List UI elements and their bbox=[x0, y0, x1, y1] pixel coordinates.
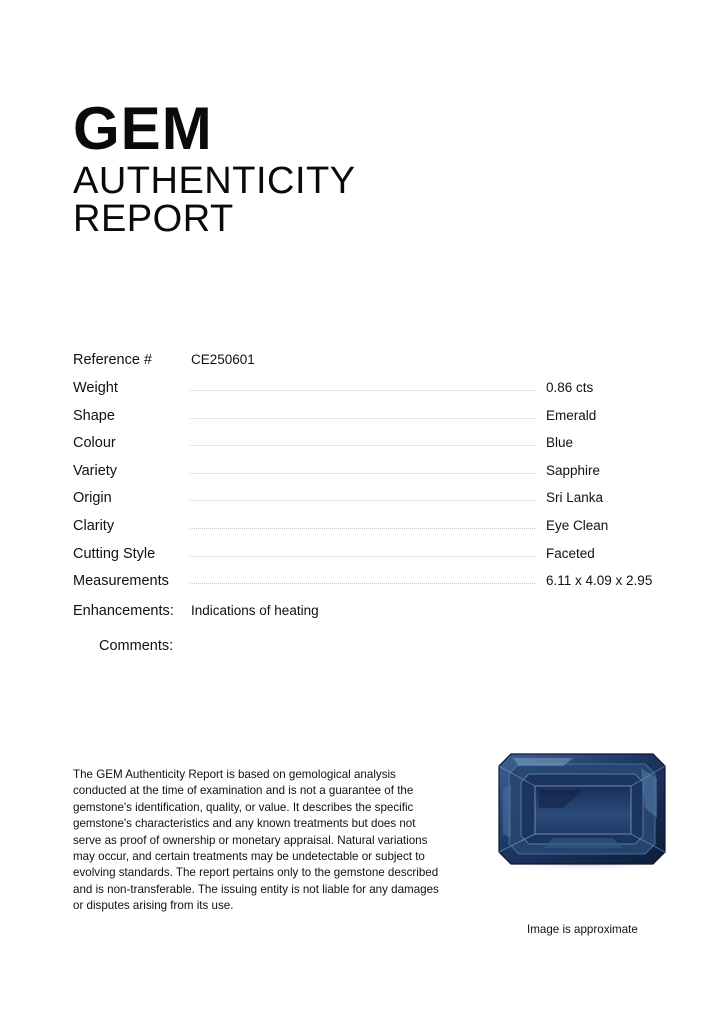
enhancements-label: Enhancements: bbox=[73, 603, 174, 619]
report-title-block bbox=[73, 96, 356, 238]
comments-label: Comments: bbox=[99, 638, 174, 654]
detail-row-measurements bbox=[73, 573, 673, 601]
detail-label: Weight bbox=[73, 380, 118, 396]
detail-label: Clarity bbox=[73, 517, 115, 534]
report-subtitle-line-1: AUTHENTICITY bbox=[73, 160, 356, 202]
reference-label: Reference # bbox=[73, 352, 152, 368]
detail-value: Eye Clean bbox=[546, 517, 609, 533]
detail-value: Emerald bbox=[546, 407, 597, 423]
detail-value: Sapphire bbox=[546, 462, 601, 478]
details-table bbox=[73, 380, 673, 601]
report-title: GEM bbox=[73, 95, 213, 162]
detail-value: Blue bbox=[546, 435, 574, 451]
dotted-leader bbox=[190, 390, 535, 391]
detail-row-variety bbox=[73, 463, 673, 491]
detail-row-clarity bbox=[73, 518, 673, 546]
report-subtitle-line-2: REPORT bbox=[73, 198, 234, 240]
detail-label: Variety bbox=[73, 462, 118, 479]
detail-value: 0.86 cts bbox=[546, 380, 594, 395]
dotted-leader bbox=[190, 583, 535, 584]
sapphire-gem-image bbox=[493, 748, 673, 872]
dotted-leader bbox=[190, 556, 535, 557]
detail-label: Measurements bbox=[73, 573, 169, 590]
dotted-leader bbox=[190, 500, 535, 501]
detail-label: Colour bbox=[73, 435, 116, 452]
detail-label: Origin bbox=[73, 490, 112, 507]
detail-row-colour bbox=[73, 435, 673, 463]
detail-row-cutting-style bbox=[73, 546, 673, 574]
detail-label: Cutting Style bbox=[73, 545, 156, 562]
detail-label: Shape bbox=[73, 407, 115, 424]
image-caption: Image is approximate bbox=[527, 923, 638, 936]
enhancements-row bbox=[73, 603, 673, 623]
dotted-leader bbox=[190, 418, 535, 419]
dotted-leader bbox=[190, 445, 535, 446]
disclaimer-text: The GEM Authenticity Report is based on gemological analysis conducted at the time of examination and is not a guarantee of the gemstone's identification, quality, or value. It describes the specific gemstone's characteristics and any known treatments but does not serve as proof of ownership or monetary appraisal. Natural variations may occur, and certain treatments may be undetectable or subject to evolving standards. The report pertains only to the gemstone described and is non-transferable. The issuing entity is not liable for any damages or disputes arising from its use. bbox=[73, 768, 439, 913]
detail-value: Sri Lanka bbox=[546, 490, 604, 506]
detail-value: 6.11 x 4.09 x 2.95 bbox=[546, 573, 653, 589]
reference-row bbox=[73, 352, 673, 372]
detail-row-weight bbox=[73, 380, 673, 408]
enhancements-value: Indications of heating bbox=[191, 603, 319, 618]
dotted-leader bbox=[190, 528, 535, 529]
reference-value: CE250601 bbox=[191, 352, 255, 367]
dotted-leader bbox=[190, 473, 535, 474]
detail-row-shape bbox=[73, 408, 673, 436]
detail-row-origin bbox=[73, 490, 673, 518]
detail-value: Faceted bbox=[546, 545, 595, 561]
